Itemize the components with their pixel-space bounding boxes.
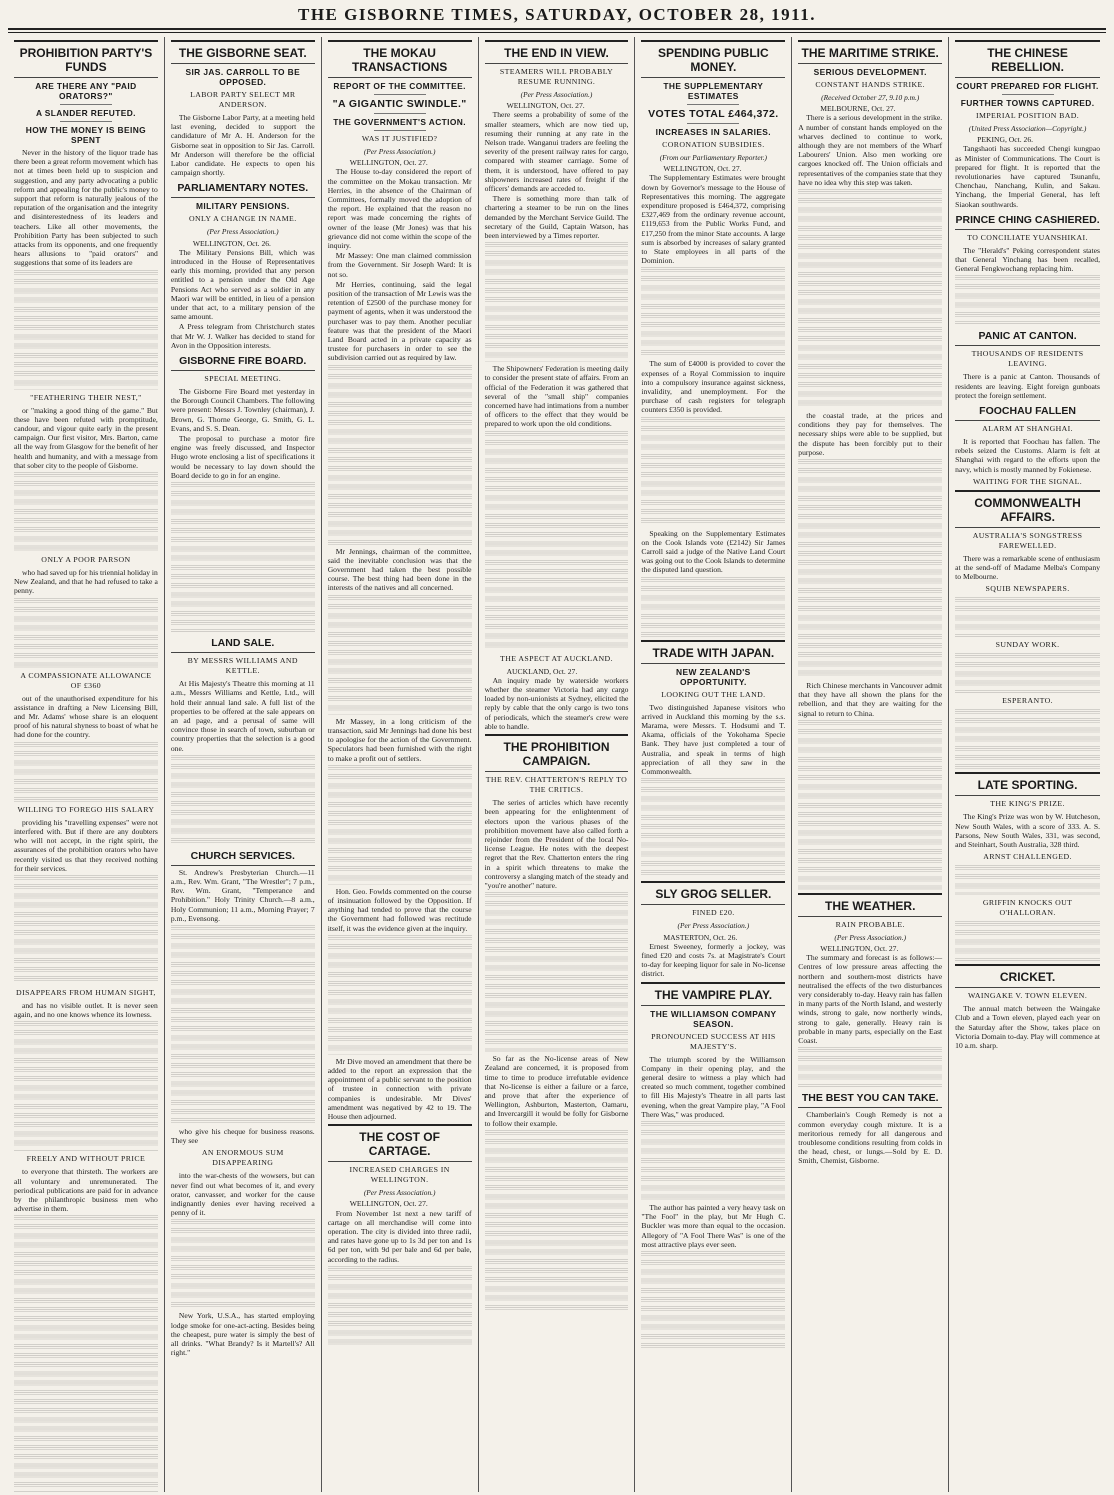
article-paragraph: The Supplementary Estimates were brought down by Governor's message to the House of Representatives this morning. The aggregate expenditure proposed is £464,372, comprising £327,469 from the ordinary revenue account, £119,653 from the Public Works Fund, and £17,250 from the minor State accounts. A large sum is absorbed by increases of salary granted to State employees in all parts of the Dominion. xyxy=(641,173,786,266)
column-5 xyxy=(635,37,792,1492)
headline-cricket: CRICKET. xyxy=(955,964,1100,988)
dateline: (From our Parliamentary Reporter.) xyxy=(659,153,767,162)
column-7 xyxy=(949,37,1106,1492)
divider xyxy=(60,121,112,122)
subhead: BY MESSRS WILLIAMS AND KETTLE. xyxy=(187,656,298,676)
article-paragraph: Mr Massey, in a long criticism of the transaction, said Mr Jennings had done his best to apologise for the action of the Government. Speculators had been furnished with the right to make a profit out of settlers. xyxy=(327,716,472,763)
article-paragraph: Mr Herries, continuing, said the legal position of the transaction of Mr Lewis was the retention of £2500 of the purchase money for payment of agents, when it was understood the purchaser was to pay them. Another peculiar feature was that the president of the Maori Land Board acted in a private capacity as trustee for purchasers in order to see the subdivision carried out as required by law. xyxy=(327,279,472,363)
subhead: FINED £20. xyxy=(692,908,735,918)
article-text-block xyxy=(955,653,1100,693)
article-paragraph: Ernest Sweeney, formerly a jockey, was fined £20 and costs 7s. at Magistrate's Court to-day for keeping liquor for sale in No-license district. xyxy=(641,941,786,979)
article-text-block xyxy=(14,1021,158,1151)
article-paragraph: From November 1st next a new tariff of cartage on all merchandise will come into operation. The city is divided into three radii, and rates have gone up to 1s 3d per ton and 1s 6d per ton, with 9d per bale and 6d per bale, according to the radius. xyxy=(327,1208,472,1264)
subhead: THOUSANDS OF RESIDENTS LEAVING. xyxy=(971,349,1084,369)
article-paragraph: New York, U.S.A., has started employing lodge smoke for one-act-acting. Besides being the cheapest, pure water is simply the best of all drinks. "What Brandy? Is it Martell's? All right." xyxy=(170,1311,315,1358)
subhead: ESPERANTO. xyxy=(1002,696,1053,706)
article-paragraph: out of the unauthorised expenditure for his assistance in drafting a New Licensing Bill, and Mr. Adams' whose share is an eloquent proof of his natural shyness to boast of what he had done for the country. xyxy=(14,693,158,740)
subhead: CORONATION SUBSIDIES. xyxy=(662,140,765,149)
article-text-block xyxy=(641,778,785,878)
article-text-block xyxy=(14,598,158,668)
subhead: WILLING TO FOREGO HIS SALARY xyxy=(17,804,155,814)
place-date: WELLINGTON, Oct. 27. xyxy=(506,101,585,111)
subhead: ONLY A POOR PARSON xyxy=(41,555,131,565)
place-date: MELBOURNE, Oct. 27. xyxy=(820,104,896,114)
headline-fire-board: GISBORNE FIRE BOARD. xyxy=(171,353,315,371)
place-date: WELLINGTON, Oct. 27. xyxy=(349,158,428,168)
article-text-block xyxy=(171,755,315,845)
headline-best-you-can-take: THE BEST YOU CAN TAKE. xyxy=(798,1090,942,1108)
subhead: THE KING'S PRIZE. xyxy=(990,799,1065,809)
article-paragraph: The annual match between the Waingake Club and a Town eleven, played each year on the Saturday after the Show, takes place on Victoria Domain to-day. Play will commence at 10 a.m. sharp. xyxy=(955,1004,1100,1051)
dateline: (Per Press Association.) xyxy=(520,90,593,99)
article-paragraph: The proposal to purchase a motor fire engine was freely discussed, and Inspector Hugo wrote enclosing a list of specifications it would be necessary to lay down should the Board decide to go in for an engine. xyxy=(170,434,315,480)
subhead: ONLY A CHANGE IN NAME. xyxy=(188,214,297,224)
subhead: AN ENORMOUS SUM DISAPPEARING xyxy=(201,1148,284,1168)
subhead: INCREASES IN SALARIES. xyxy=(655,127,772,137)
article-paragraph: Mr Dive moved an amendment that there be added to the report an expression that the appointment of a public servant to the position of trustee in connection with private companies is undesirable. Mr Dives' amendment was negatived by 42 to 19. The House then adjourned. xyxy=(327,1056,472,1121)
article-paragraph: the coastal trade, at the prices and conditions they pay for themselves. The necessary ships were able to be supplied, but the dispute has been forcibly put to their purpose. xyxy=(798,411,943,457)
article-paragraph: Mr Massey: One man claimed commission from the Government. Sir Joseph Ward: It is not so. xyxy=(327,251,472,279)
headline-foochau-fallen: FOOCHAU FALLEN xyxy=(955,403,1100,421)
column-2 xyxy=(165,37,322,1492)
place-date: PEKING, Oct. 26. xyxy=(977,135,1034,145)
dateline: (United Press Association—Copyright.) xyxy=(968,124,1087,133)
article-text-block xyxy=(14,875,158,985)
article-paragraph: The King's Prize was won by W. Hutcheson, New South Wales, with a score of 333. A. S. Parsons, New South Wales, 331, was second, and Steinhart, South Australia, 328 third. xyxy=(955,812,1100,850)
subhead: ALARM AT SHANGHAI. xyxy=(982,424,1074,434)
subhead: AUSTRALIA'S SONGSTRESS FAREWELLED. xyxy=(972,530,1083,550)
subhead: IMPERIAL POSITION BAD. xyxy=(975,111,1080,120)
article-paragraph: Tangshaoti has succeeded Chengi kungpao as Minister of Communications. The Court is prepared for flight. It is reported that the revolutionaries have captured Tsunanfu, Chenchau, Nanchang, Kulin, and Sakau. Yinchang, the Imperial General, has left Siaokan southwards. xyxy=(955,144,1100,209)
place-date: MASTERTON, Oct. 26. xyxy=(663,932,738,942)
place-date: WELLINGTON, Oct. 26. xyxy=(192,238,271,248)
article-text-block xyxy=(171,482,315,632)
subhead: "A GIGANTIC SWINDLE." xyxy=(332,98,467,110)
article-text-block xyxy=(955,921,1100,961)
divider xyxy=(374,94,426,95)
article-paragraph: An inquiry made by waterside workers whether the steamer Victoria had any cargo loaded by non-unionists at Sydney, elicited the reply by cable that the only cargo is two tons of periodicals, which the steamer's crew were able to handle. xyxy=(484,675,629,731)
article-text-block xyxy=(485,242,629,362)
article-text-block xyxy=(171,925,315,1125)
headline-maritime-strike: THE MARITIME STRIKE. xyxy=(798,40,942,64)
article-paragraph: There was a remarkable scene of enthusiasm at the send-off of Madame Melba's Company to Melbourne. xyxy=(955,553,1100,582)
article-paragraph: or "making a good thing of the game." But these have been refuted with promptitude, candour, and vigour quite early in the present campaign. Our first visitor, Mrs. Barton, came all the way from Glasgow for the benefit of her health and humanity, and with a message from that sober city to the people of Gisborne. xyxy=(14,405,158,470)
subhead: LABOR PARTY SELECT MR ANDERSON. xyxy=(190,90,296,109)
subhead: WAITING FOR THE SIGNAL. xyxy=(973,476,1083,486)
subhead: CONSTANT HANDS STRIKE. xyxy=(815,80,926,89)
article-paragraph: Two distinguished Japanese visitors who arrived in Auckland this morning by the s.s. Marama, were Messrs. T. Hodsumi and T. Akama, officials of the Yokohama Specie Bank. They have just completed a tour of Australia, and speak in terms of high appreciation of all they saw in the Commonwealth. xyxy=(641,702,786,777)
article-text-block xyxy=(171,1219,315,1309)
subhead: THE WILLIAMSON COMPANY SEASON. xyxy=(650,1008,777,1029)
divider xyxy=(60,104,112,105)
divider xyxy=(374,113,426,114)
subhead: PRONOUNCED SUCCESS AT HIS MAJESTY'S. xyxy=(651,1031,776,1051)
dateline: (Per Press Association.) xyxy=(363,147,436,156)
article-paragraph: There is something more than talk of chartering a steamer to be run on the lines demanded by the Merchant Service Guild. The secretary of the Guild, Captain Watson, has been interviewed by a Times reporter. xyxy=(484,194,629,241)
article-paragraph: The author has painted a very heavy task on "The Fool" in the play, but Mr Hugh C. Buckler was more than equal to the occasion. Allegory of "A Fool There Was" is one of the most attractive plays ever seen. xyxy=(641,1202,786,1249)
article-paragraph: The triumph scored by the Williamson Company in their opening play, and the general desire to witness a play which had created so much comment, together combined to fill His Majesty's Theatre in all parts last evening, when the great Vampire play, "A Fool There Was," was produced. xyxy=(641,1054,786,1119)
headline-mokau: THE MOKAU TRANSACTIONS xyxy=(328,40,472,78)
subhead: SPECIAL MEETING. xyxy=(204,374,282,384)
article-text-block xyxy=(641,1121,785,1201)
subhead: SQUIB NEWSPAPERS. xyxy=(985,584,1070,594)
article-text-block xyxy=(798,720,942,890)
article-paragraph: At His Majesty's Theatre this morning at 11 a.m., Messrs Williams and Kettle, Ltd., will hold their annual land sale. A full list of the properties to be offered at the sale appears on an ad page, and a perusal of same will convince those in search of town, suburban or country properties that the selection is a good one. xyxy=(170,679,315,753)
article-text-block xyxy=(328,1266,472,1346)
article-paragraph: Mr Jennings, chairman of the committee, said the inevitable conclusion was that the Government had taken the best possible course. The best thing had been done in the interests of the natives and all concerned. xyxy=(327,546,472,593)
subhead: VOTES TOTAL £464,372. xyxy=(648,108,779,120)
subhead: SERIOUS DEVELOPMENT. xyxy=(813,67,927,77)
headline-vampire-play: THE VAMPIRE PLAY. xyxy=(641,982,785,1006)
dateline: (Per Press Association.) xyxy=(834,932,907,942)
article-paragraph: So far as the No-license areas of New Zealand are concerned, it is proposed from time to time to produce irrefutable evidence that No-license is either a failure or a farce, and prove that after the experience of Wellington, Ashburton, Masterton, Oamaru, and Invercargill it would be folly for Gisborne to follow their example. xyxy=(484,1054,629,1128)
headline-parliamentary-notes: PARLIAMENTARY NOTES. xyxy=(171,180,315,198)
article-text-block xyxy=(328,935,472,1055)
article-paragraph: There seems a probability of some of the smaller steamers, which are now tied up, resuming their running at any rate in the Nelson trade. Wanganui traders are feeling the severity of the present railway rates for cargo, compared with steamer carriage. Some of them, it is understood, have offered to pay shipowners increased rates of freight if the officers' demands are acceded to. xyxy=(484,110,629,194)
headline-commonwealth-affairs: COMMONWEALTH AFFAIRS. xyxy=(955,490,1100,528)
headline-trade-with-japan: TRADE WITH JAPAN. xyxy=(641,640,785,664)
subhead: REPORT OF THE COMMITTEE. xyxy=(333,81,466,91)
article-paragraph: providing his "travelling expenses" were not interfered with. But if there are any doubters who will not accept, in the right spirit, the assurances of the prohibition orators who have recently visited us that they received nothing for their services. xyxy=(14,817,158,873)
headline-end-in-view: THE END IN VIEW. xyxy=(485,40,629,64)
article-paragraph: The Gisborne Fire Board met yesterday in the Borough Council Chambers. The following were present: Messrs J. Townley (chairman), J. Brown, G. Thorne George, G. Smith, G. L. Evans, and S. S. Dean. xyxy=(170,387,315,433)
headline-gisborne-seat: THE GISBORNE SEAT. xyxy=(171,40,315,64)
subhead: LOOKING OUT THE LAND. xyxy=(661,689,766,699)
masthead-rule xyxy=(8,32,1106,33)
article-text-block xyxy=(14,270,158,390)
subhead: WAS IT JUSTIFIED? xyxy=(361,134,438,143)
article-paragraph: It is reported that Foochau has fallen. The rebels seized the Customs. Alarm is felt at Shanghai with regard to the efforts upon the navy, which is mostly manned by Fokienese. xyxy=(955,437,1100,474)
article-paragraph: There is a serious development in the strike. A number of constant hands employed on the wharves declined to continue to work, although they are not members of the Wharf Labourers' Union. Also men working ore cargoes knocked off. The Union officials and representatives of the companies state that they have no idea why this step was taken. xyxy=(798,113,943,187)
article-paragraph: Never in the history of the liquor trade has there been a great reform movement which has not at times been held up to suspicion and suggestion, and any party advocating a public reform and appealing for the public's money to support that reform is naturally jealous of the reputation of the organisation and the integrity and disinterestedness of its leaders and teachers. Like all other movements, the Prohibition Party has been subjected to such attacks from its opponents, and one frequently hears allusions to "paid orators" and suggestions that some of its leaders are xyxy=(14,148,158,268)
article-paragraph: The Shipowners' Federation is meeting daily to consider the present state of affairs. From an official of the Federation it was gathered that several of the "small ship" companies concerned have had intimations from a number of officers to the effect that they would be prepared to work upon the old conditions. xyxy=(484,364,629,429)
headline-land-sale: LAND SALE. xyxy=(171,635,315,653)
article-text-block xyxy=(641,417,785,527)
subhead: WAINGAKE V. TOWN ELEVEN. xyxy=(967,991,1088,1001)
article-paragraph: There is a panic at Canton. Thousands of residents are leaving. Eight foreign gunboats protect the foreign settlement. xyxy=(955,372,1100,400)
article-text-block xyxy=(14,742,158,802)
subhead: ARNST CHALLENGED. xyxy=(983,852,1072,862)
subhead: THE REV. CHATTERTON'S REPLY TO THE CRITICS. xyxy=(485,775,628,795)
dateline: (Per Press Association.) xyxy=(206,227,279,237)
subhead: STEAMERS WILL PROBABLY RESUME RUNNING. xyxy=(499,67,614,86)
divider xyxy=(1002,94,1054,95)
column-1 xyxy=(8,37,165,1492)
subhead: NEW ZEALAND'S OPPORTUNITY. xyxy=(676,666,751,687)
article-paragraph: Speaking on the Supplementary Estimates on the Cook Islands vote (£2142) Sir James Carroll said a judge of the Native Land Court was going out to the Cook Islands to determine the disputed land question. xyxy=(641,528,786,575)
headline-the-weather: THE WEATHER. xyxy=(798,893,942,917)
article-paragraph: The series of articles which have recently been appearing for the enlightenment of electors upon the various phases of the prohibition movement have also called forth a rejoinder from the President of the local No-license League. He notes with the deepest regret that the Rev. Chatterton enters the ring in a spirit which threatens to make the controversy a slanging match of the steady and "you're another" nature. xyxy=(484,798,629,890)
headline-chinese-rebellion: THE CHINESE REBELLION. xyxy=(955,40,1100,78)
column-3 xyxy=(322,37,479,1492)
divider xyxy=(687,123,739,124)
headline-prince-ching: PRINCE CHING CASHIERED. xyxy=(955,212,1100,230)
subhead: SUNDAY WORK. xyxy=(995,640,1060,650)
article-paragraph: The Gisborne Labor Party, at a meeting held last evening, decided to support the candidature of Mr A. H. Anderson for the Gisborne seat in opposition to Sir Jas. Carroll. Mr Anderson will therefore be the official Labor candidate. He expects to open his campaign shortly. xyxy=(170,113,315,178)
subhead: TO CONCILIATE YUANSHIKAI. xyxy=(967,232,1088,242)
article-paragraph: St. Andrew's Presbyterian Church.—11 a.m., Rev. Wm. Grant, "The Wrestler"; 7 p.m., Rev. Wm. Grant, "Temperance and Prohibition." Holy Trinity Church.—8 a.m., Holy Communion; 11 a.m., Morning Prayer; 7 p.m., Evensong. xyxy=(170,867,315,923)
headline-spending-public-money: SPENDING PUBLIC MONEY. xyxy=(641,40,785,78)
article-text-block xyxy=(328,365,472,545)
article-text-block xyxy=(485,892,629,1052)
place-date: AUCKLAND, Oct. 27. xyxy=(506,666,578,676)
article-text-block xyxy=(798,1047,942,1087)
article-text-block xyxy=(641,1251,785,1351)
subhead: HOW THE MONEY IS BEING SPENT xyxy=(25,125,147,145)
masthead-title: THE GISBORNE TIMES, SATURDAY, OCTOBER 28, 1911. xyxy=(298,5,816,24)
article-text-block xyxy=(485,431,629,651)
subhead: THE GOVERNMENT'S ACTION. xyxy=(333,117,466,127)
place-date: WELLINGTON, Oct. 27. xyxy=(663,164,742,174)
article-text-block xyxy=(955,597,1100,637)
subhead: ARE THERE ANY "PAID ORATORS?" xyxy=(35,81,137,101)
article-paragraph: The "Herald's" Peking correspondent states that General Yinchang has been recalled, General Fengkwochang replacing him. xyxy=(955,245,1100,274)
article-paragraph: into the war-chests of the wowsers, but can never find out what becomes of it, and every orator, canvasser, and worker for the cause indignantly denies ever having received a penny of it. xyxy=(170,1171,315,1218)
article-paragraph: Hon. Geo. Fowlds commented on the course of insinuation followed by the Opposition. If anything had tended to prove that the course the Government had followed was rectitude itself, it was the evidence given at the inquiry. xyxy=(327,886,472,933)
article-text-block xyxy=(955,865,1100,895)
place-date: WELLINGTON, Oct. 27. xyxy=(349,1199,428,1209)
headline-prohibition-funds: PROHIBITION PARTY'S FUNDS xyxy=(14,40,158,78)
column-4 xyxy=(479,37,636,1492)
article-paragraph: who had saved up for his triennial holiday in New Zealand, and that he had refused to take a penny. xyxy=(14,568,158,596)
subhead: "FEATHERING THEIR NEST," xyxy=(30,392,142,402)
article-text-block xyxy=(328,765,472,885)
columns xyxy=(8,37,1106,1492)
article-text-block xyxy=(328,595,472,715)
subhead: INCREASED CHARGES IN WELLINGTON. xyxy=(349,1165,450,1185)
article-paragraph: who give his cheque for business reasons. They see xyxy=(170,1126,315,1146)
article-paragraph: The sum of £4000 is provided to cover the expenses of a Royal Commission to inquire into a compulsory insurance against sickness, invalidity, and unemployment. For the purchase of cash registers for telegraph counters £350 is provided. xyxy=(641,359,786,415)
divider xyxy=(687,104,739,105)
subhead: SIR JAS. CARROLL TO BE OPPOSED. xyxy=(185,67,301,87)
divider xyxy=(374,130,426,131)
masthead xyxy=(8,0,1106,30)
subhead: A COMPASSIONATE ALLOWANCE OF £360 xyxy=(20,670,152,690)
article-text-block xyxy=(798,459,942,679)
article-text-block xyxy=(955,709,1100,769)
subhead: THE SUPPLEMENTARY ESTIMATES xyxy=(663,81,764,101)
article-text-block xyxy=(641,267,785,357)
subhead: A SLANDER REFUTED. xyxy=(35,108,136,118)
article-paragraph: A Press telegram from Christchurch states that Mr W. J. Walker has decided to stand for Avon in the Opposition interests. xyxy=(170,322,315,350)
subhead: DISAPPEARS FROM HUMAN SIGHT, xyxy=(16,987,156,997)
headline-panic-at-canton: PANIC AT CANTON. xyxy=(955,328,1100,346)
article-paragraph: The Military Pensions Bill, which was introduced in the House of Representatives early this morning, provided that any person entitled to a pension under the Old Age Pensions Act who served as a soldier in any Maori war will be entitled, in lieu of a pension under that act, to a military pension of the same amount. xyxy=(170,247,315,322)
article-text-block xyxy=(798,189,942,409)
subhead: GRIFFIN KNOCKS OUT O'HALLORAN. xyxy=(982,898,1073,918)
place-date: WELLINGTON, Oct. 27. xyxy=(820,944,899,954)
headline-sly-grog-seller: SLY GROG SELLER. xyxy=(641,881,785,905)
subhead: MILITARY PENSIONS. xyxy=(195,201,290,212)
article-paragraph: and has no visible outlet. It is never seen again, and no one knows whence its lowness. xyxy=(14,1000,158,1020)
article-paragraph: Rich Chinese merchants in Vancouver admit that they have all shown the plans for the rebellion, and that they are waiting for the signal to return to China. xyxy=(798,681,943,718)
headline-cost-of-cartage: THE COST OF CARTAGE. xyxy=(328,1124,472,1162)
subhead: THE ASPECT AT AUCKLAND. xyxy=(500,653,613,663)
subhead: COURT PREPARED FOR FLIGHT. xyxy=(956,81,1099,91)
column-6 xyxy=(792,37,949,1492)
article-text-block xyxy=(14,1215,158,1492)
headline-late-sporting: LATE SPORTING. xyxy=(955,772,1100,796)
article-paragraph: to everyone that thirsteth. The workers are all voluntary and unremunerated. The periodical publications are paid for in advance by the philanthropic business men who advertise in them. xyxy=(14,1167,158,1214)
dateline: (Per Press Association.) xyxy=(677,921,750,931)
article-text-block xyxy=(14,472,158,552)
subhead: RAIN PROBABLE. xyxy=(835,919,905,929)
dateline: (Received October 27, 9.10 p.m.) xyxy=(821,93,920,102)
headline-church-services: CHURCH SERVICES. xyxy=(171,848,315,866)
subhead: FREELY AND WITHOUT PRICE xyxy=(26,1154,146,1164)
headline-prohibition-campaign: THE PROHIBITION CAMPAIGN. xyxy=(485,734,629,772)
subhead: FURTHER TOWNS CAPTURED. xyxy=(960,98,1095,108)
article-paragraph: The House to-day considered the report of the committee on the Mokau transaction. Mr Herries, in the absence of the Chairman of Committees, formally moved the adoption of the report. He explained that the reason no report was made concerning the rights of owner of the lease (Mr Jones) was that his grievance did not come within the scope of the inquiry. xyxy=(327,167,472,251)
article-paragraph: The summary and forecast is as follows:—Centres of low pressure areas affecting the northern and southern-most districts have neutralised the effects of the two disturbances very considerably to-day. Heavy rain has fallen in many parts of the North Island, and westerly winds, strong to gale, now northerly winds, strong to gale, generally. Heavy rain is probable in many parts, especially on the East Coast. xyxy=(798,953,943,1046)
advertisement-text: Chamberlain's Cough Remedy is not a common everyday cough mixture. It is a meritorious remedy for all dangerous and troublesome conditions resulting from colds in the head, chest, or lungs.—Sold by E. D. Smith, Chemist, Gisborne. xyxy=(798,1110,943,1166)
article-text-block xyxy=(485,1130,629,1310)
dateline: (Per Press Association.) xyxy=(363,1188,436,1198)
article-text-block xyxy=(641,577,785,637)
article-text-block xyxy=(955,275,1100,325)
